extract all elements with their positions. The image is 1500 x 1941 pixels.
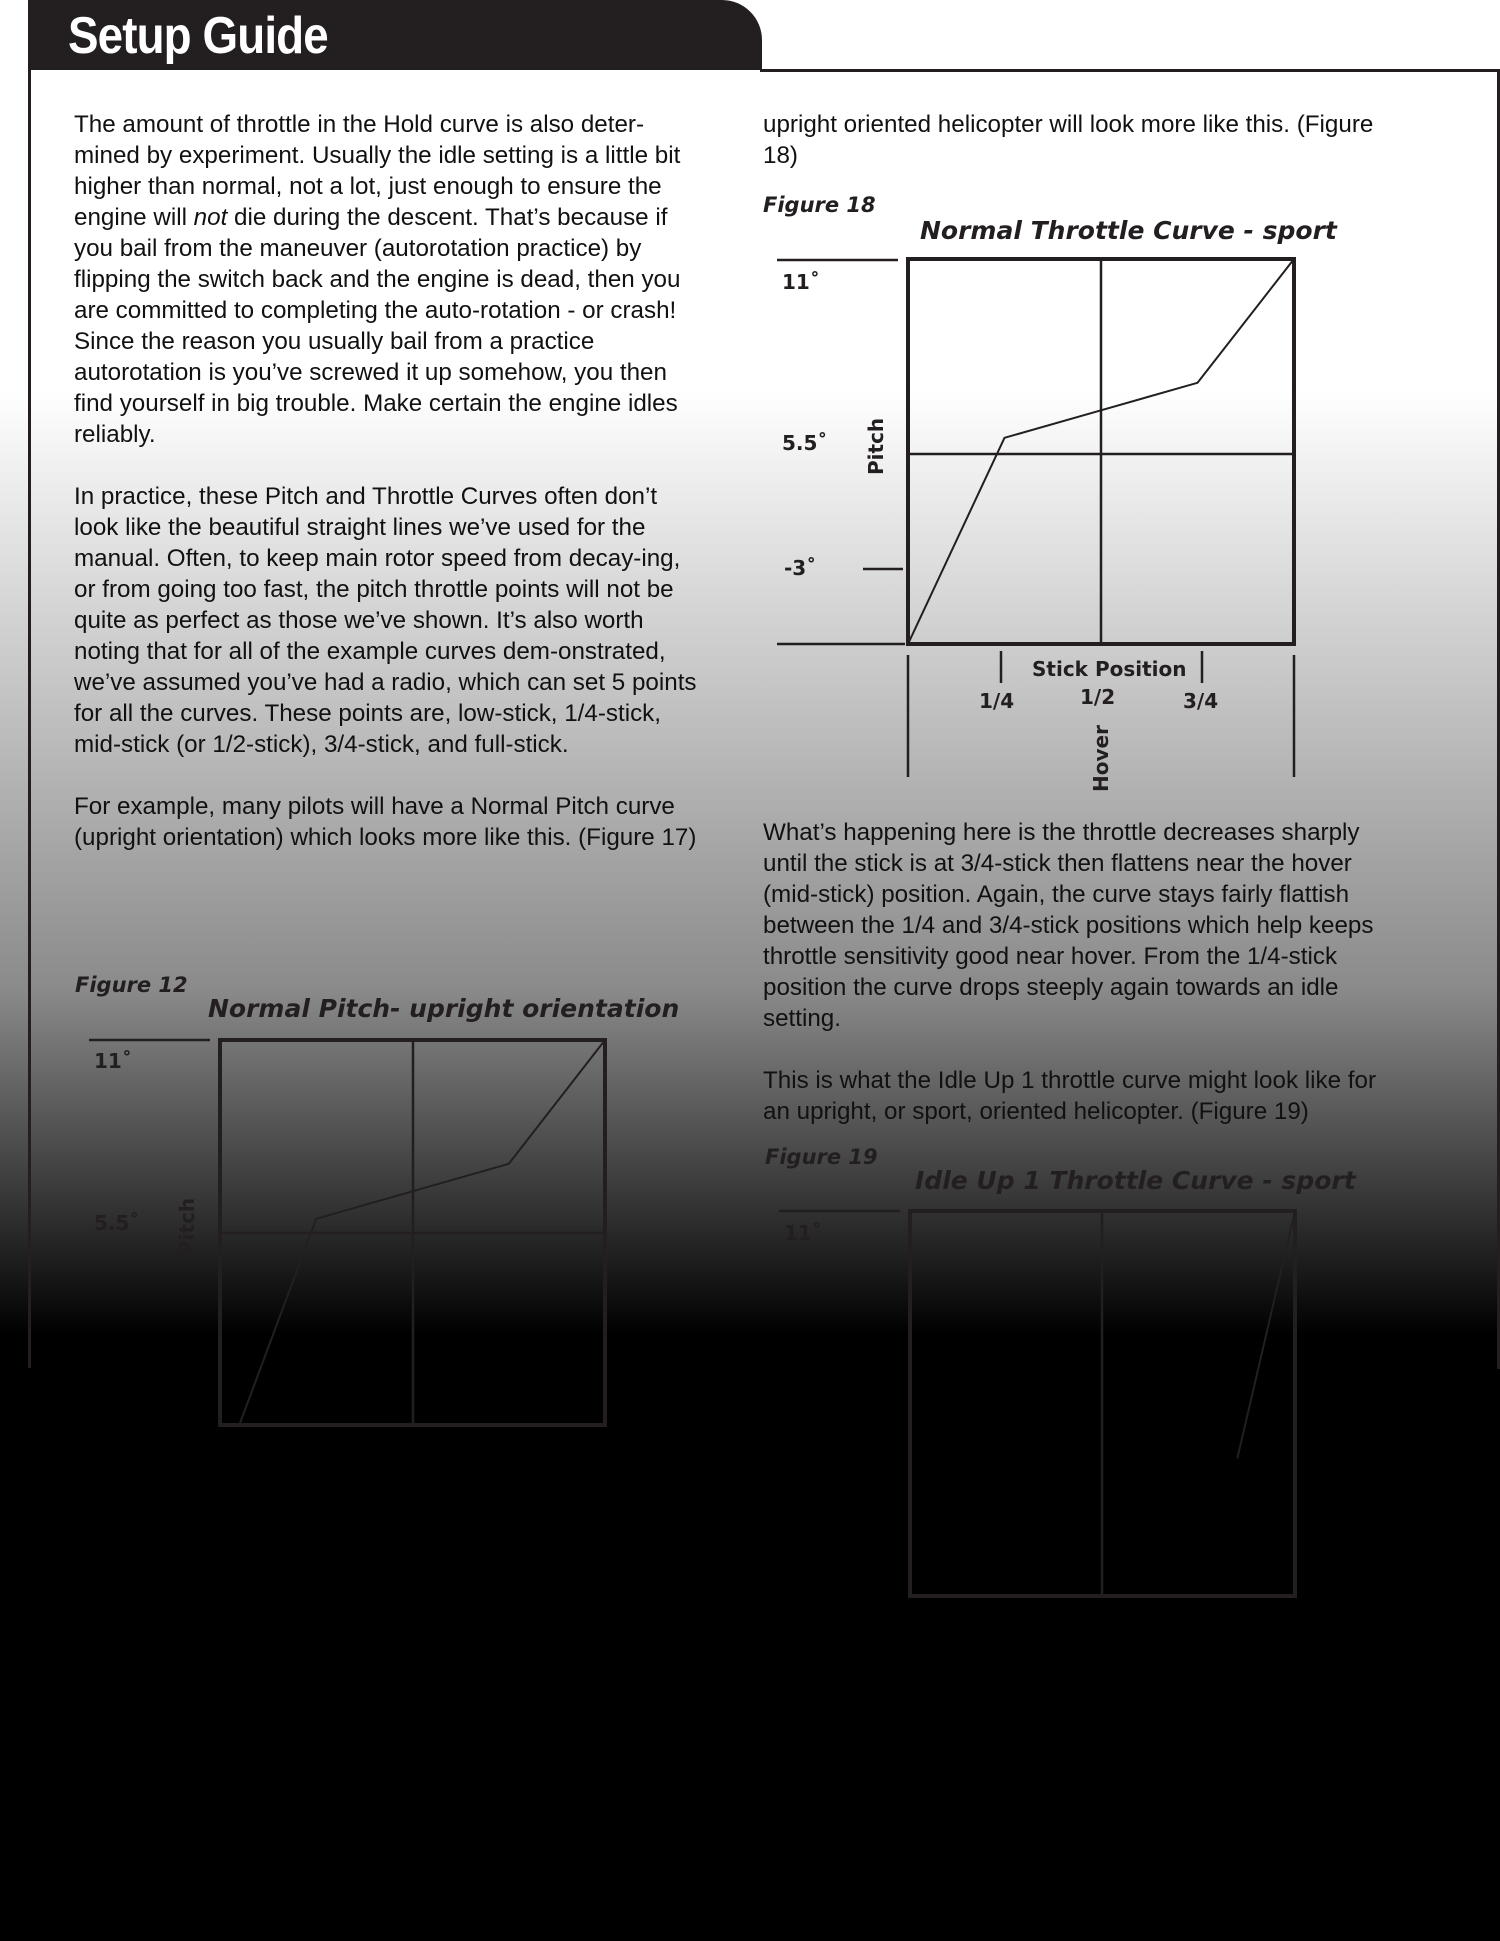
figure-19-title: Idle Up 1 Throttle Curve - sport	[915, 1166, 1356, 1195]
y-tick-label-minus3: -3˚	[784, 556, 817, 580]
paragraph-fig18-intro: upright oriented helicopter will look more like this. (Figure 18)	[763, 111, 1374, 169]
y-tick-label-11: 11˚	[782, 270, 820, 294]
figure-12-title: Normal Pitch- upright orientation	[208, 994, 680, 1023]
figure-18-title: Normal Throttle Curve - sport	[920, 216, 1337, 245]
figure-18-label: Figure 18	[763, 193, 876, 217]
y-tick-label-11: 11˚	[94, 1049, 132, 1073]
paragraph-throttle-explanation: What’s happening here is the throttle decreases sharply until the stick is at 3/4-stick then flattens near the hover (mid-stick) position. Again, the curve stays fairly flattish between the 1/4 and 3/4-stick positions which help keeps throttle sensitivity good near hover. From the 1/4-stick position the curve drops steeply again towards an idle setting.	[763, 819, 1374, 1032]
paragraph-practice-curves: In practice, these Pitch and Throttle Curves often don’t look like the beautiful straight lines we’ve used for the manual. Often, to keep main rotor speed from decay-ing, or from going too fast, the pitch throttle points will not be quite as perfect as those we’ve shown. It’s also worth noting that for all of the example curves dem-onstrated, we’ve assumed you’ve had a radio, which can set 5 points for all the curves. These points are, low-stick, 1/4-stick, mid-stick (or 1/2-stick), 3/4-stick, and full-stick.	[74, 483, 697, 758]
paragraph-text: The amount of throttle in the Hold curve is also deter-mined by experiment. Usually the idle setting is a little bit higher than normal, not a lot, just enough to ensure the engine will	[74, 111, 681, 231]
figure-19-label: Figure 19	[765, 1145, 878, 1169]
page-title: Setup Guide	[68, 7, 328, 65]
paragraph-example: For example, many pilots will have a Normal Pitch curve (upright orientation) which looks more like this. (Figure 17)	[74, 793, 697, 851]
y-tick-label-5-5: 5.5˚	[782, 431, 828, 455]
idle-up-curve-line	[1237, 1211, 1295, 1459]
y-tick-label-5-5: 5.5˚	[94, 1211, 140, 1235]
y-axis-label: Pitch	[175, 1197, 199, 1255]
emphasis-text: not	[193, 204, 228, 231]
paragraph-idle-up-intro: This is what the Idle Up 1 throttle curve might look like for an upright, or sport, oriented helicopter. (Figure 19)	[763, 1067, 1377, 1125]
x-tick-label-threequarter: 3/4	[1183, 689, 1219, 713]
y-tick-label-11: 11˚	[784, 1221, 822, 1245]
x-axis-label: Stick Position	[1032, 657, 1187, 681]
figure-12-label: Figure 12	[75, 973, 188, 997]
x-tick-label-quarter: 1/4	[979, 689, 1015, 713]
y-axis-label: Pitch	[864, 417, 888, 475]
hover-label: Hover	[1089, 725, 1113, 792]
figure-19-series	[1237, 1211, 1295, 1459]
x-tick-label-half: 1/2	[1080, 685, 1116, 709]
paragraph-text: die during the descent. That’s because if you bail from the maneuver (autorotation practice) by flipping the switch back and the engine is dead, then you are committed to completing the auto-rotation - or crash! Since the reason you usually bail from a practice autorotation is you’ve screwed it up somehow, you then find yourself in big trouble. Make certain the engine idles reliably.	[74, 204, 681, 448]
